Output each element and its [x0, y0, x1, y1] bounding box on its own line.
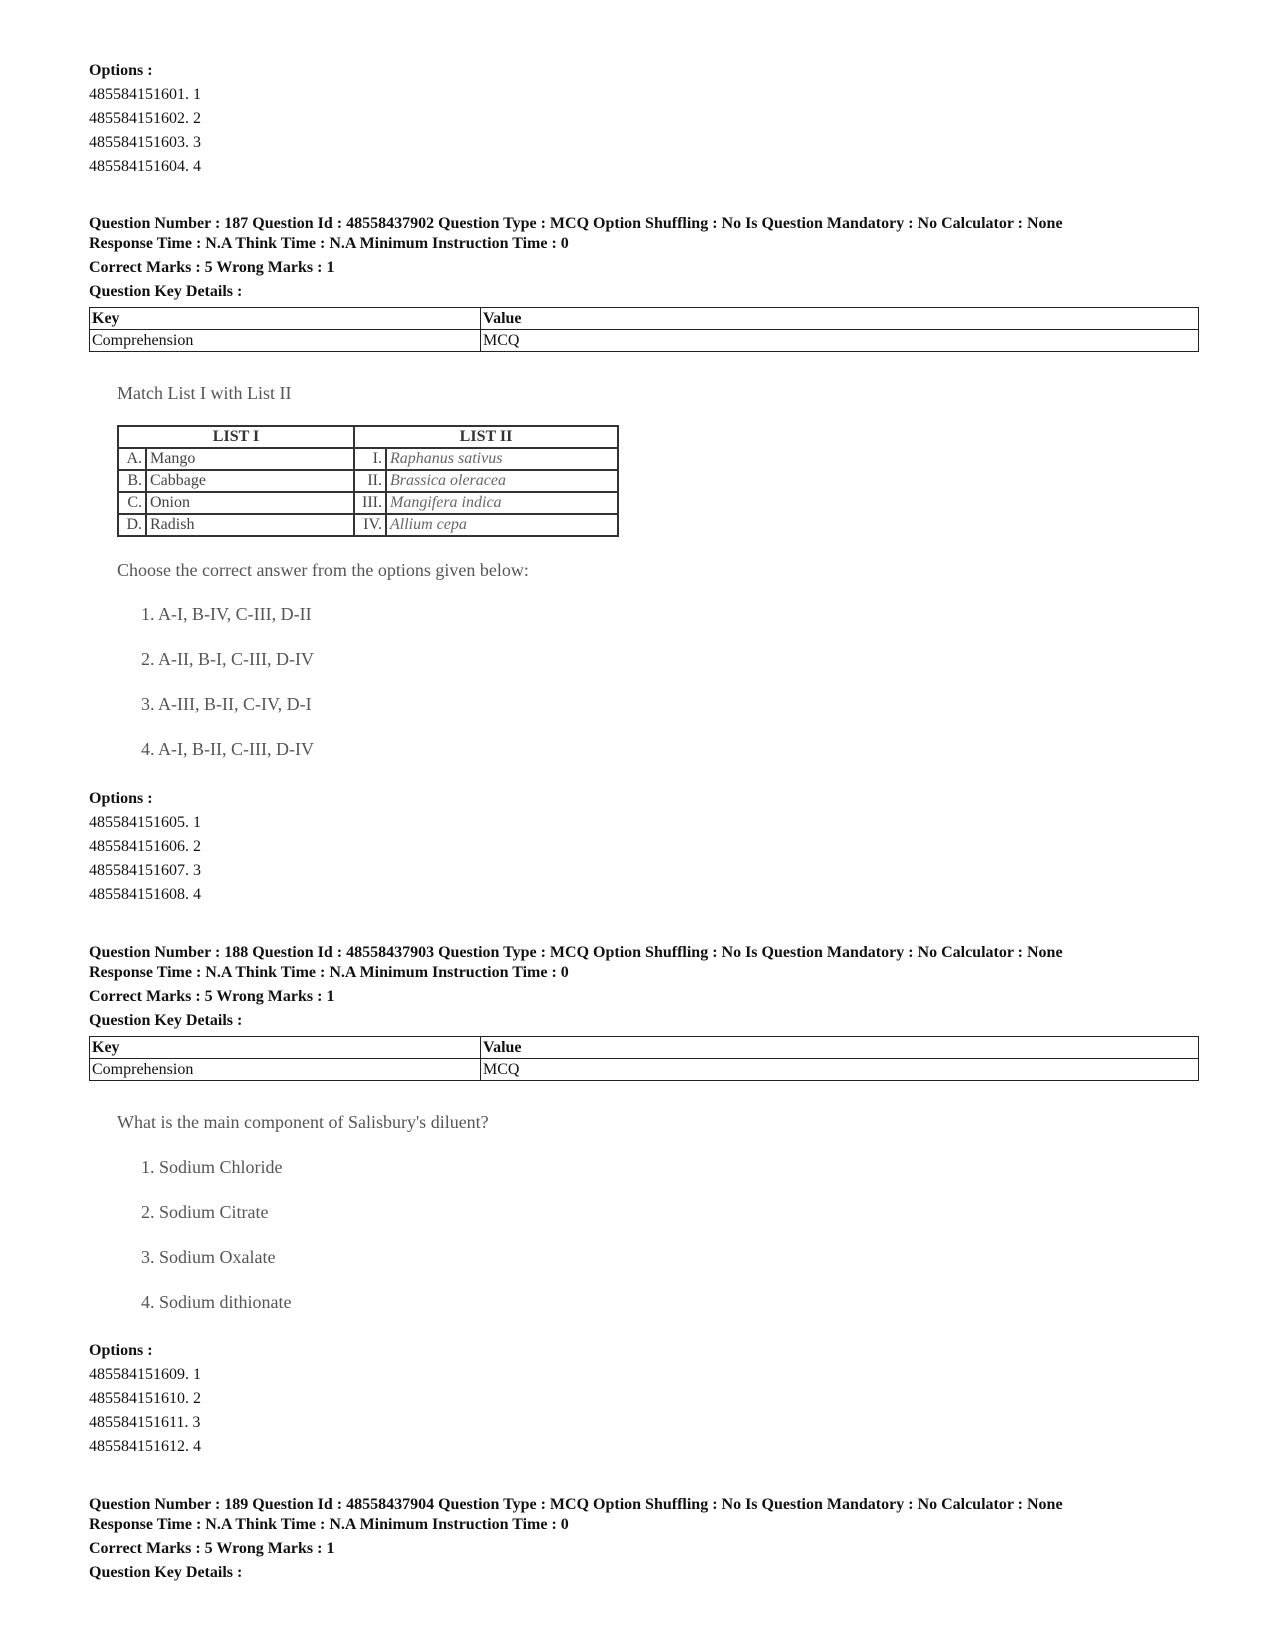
- option-item: 485584151604. 4: [89, 158, 201, 175]
- question-marks: Correct Marks : 5 Wrong Marks : 1: [89, 259, 335, 276]
- match-numeral: IV.: [354, 514, 386, 536]
- match-item: Cabbage: [146, 470, 354, 492]
- option-item: 485584151606. 2: [89, 838, 201, 855]
- match-row: [118, 470, 618, 492]
- match-value: Allium cepa: [386, 514, 618, 536]
- question-text: What is the main component of Salisbury's diluent?: [117, 1112, 489, 1132]
- question-header: Question Number : 188 Question Id : 48558437903 Question Type : MCQ Option Shuffling : No Is Question Mandatory : No Calculator : None: [89, 944, 1063, 961]
- match-table: [117, 425, 619, 537]
- match-numeral: II.: [354, 470, 386, 492]
- question-key-table: [89, 1036, 1199, 1081]
- answer-choice: 3. Sodium Oxalate: [141, 1247, 276, 1267]
- value-header: Value: [481, 1037, 1199, 1059]
- answer-choice: 4. A-I, B-II, C-III, D-IV: [141, 739, 314, 759]
- match-letter: B.: [118, 470, 146, 492]
- question-key-table: [89, 307, 1199, 352]
- match-row: [118, 492, 618, 514]
- match-head-list2: LIST II: [354, 426, 618, 448]
- key-cell: Comprehension: [90, 1059, 481, 1081]
- option-item: 485584151612. 4: [89, 1438, 201, 1455]
- match-value: Mangifera indica: [386, 492, 618, 514]
- answer-choice: 2. A-II, B-I, C-III, D-IV: [141, 649, 314, 669]
- option-item: 485584151610. 2: [89, 1390, 201, 1407]
- answer-choice: 1. Sodium Chloride: [141, 1157, 283, 1177]
- match-item: Onion: [146, 492, 354, 514]
- question-header-timing: Response Time : N.A Think Time : N.A Minimum Instruction Time : 0: [89, 1516, 569, 1533]
- match-item: Mango: [146, 448, 354, 470]
- match-row: [118, 514, 618, 536]
- question-key-details-label: Question Key Details :: [89, 1012, 243, 1029]
- answer-choice: 3. A-III, B-II, C-IV, D-I: [141, 694, 312, 714]
- option-item: 485584151603. 3: [89, 134, 201, 151]
- question-header: Question Number : 189 Question Id : 48558437904 Question Type : MCQ Option Shuffling : No Is Question Mandatory : No Calculator : None: [89, 1496, 1063, 1513]
- match-numeral: I.: [354, 448, 386, 470]
- match-row: [118, 448, 618, 470]
- option-item: 485584151608. 4: [89, 886, 201, 903]
- answer-choice: 4. Sodium dithionate: [141, 1292, 292, 1312]
- option-item: 485584151611. 3: [89, 1414, 201, 1431]
- options-label: Options :: [89, 1342, 153, 1359]
- question-header-timing: Response Time : N.A Think Time : N.A Minimum Instruction Time : 0: [89, 964, 569, 981]
- question-instruction: Choose the correct answer from the options given below:: [117, 560, 529, 580]
- question-header-timing: Response Time : N.A Think Time : N.A Minimum Instruction Time : 0: [89, 235, 569, 252]
- key-header: Key: [90, 308, 481, 330]
- question-text: Match List I with List II: [117, 383, 292, 403]
- option-item: 485584151601. 1: [89, 86, 201, 103]
- value-cell: MCQ: [481, 1059, 1199, 1081]
- question-key-details-label: Question Key Details :: [89, 283, 243, 300]
- question-marks: Correct Marks : 5 Wrong Marks : 1: [89, 988, 335, 1005]
- value-cell: MCQ: [481, 330, 1199, 352]
- answer-choice: 1. A-I, B-IV, C-III, D-II: [141, 604, 312, 624]
- match-value: Brassica oleracea: [386, 470, 618, 492]
- option-item: 485584151607. 3: [89, 862, 201, 879]
- key-header: Key: [90, 1037, 481, 1059]
- question-key-details-label: Question Key Details :: [89, 1564, 243, 1581]
- match-numeral: III.: [354, 492, 386, 514]
- options-label: Options :: [89, 62, 153, 79]
- question-header: Question Number : 187 Question Id : 48558437902 Question Type : MCQ Option Shuffling : No Is Question Mandatory : No Calculator : None: [89, 215, 1063, 232]
- match-letter: C.: [118, 492, 146, 514]
- answer-choice: 2. Sodium Citrate: [141, 1202, 269, 1222]
- question-marks: Correct Marks : 5 Wrong Marks : 1: [89, 1540, 335, 1557]
- match-head-list1: LIST I: [118, 426, 354, 448]
- option-item: 485584151605. 1: [89, 814, 201, 831]
- key-cell: Comprehension: [90, 330, 481, 352]
- options-label: Options :: [89, 790, 153, 807]
- match-letter: D.: [118, 514, 146, 536]
- match-letter: A.: [118, 448, 146, 470]
- option-item: 485584151602. 2: [89, 110, 201, 127]
- value-header: Value: [481, 308, 1199, 330]
- option-item: 485584151609. 1: [89, 1366, 201, 1383]
- match-value: Raphanus sativus: [386, 448, 618, 470]
- match-item: Radish: [146, 514, 354, 536]
